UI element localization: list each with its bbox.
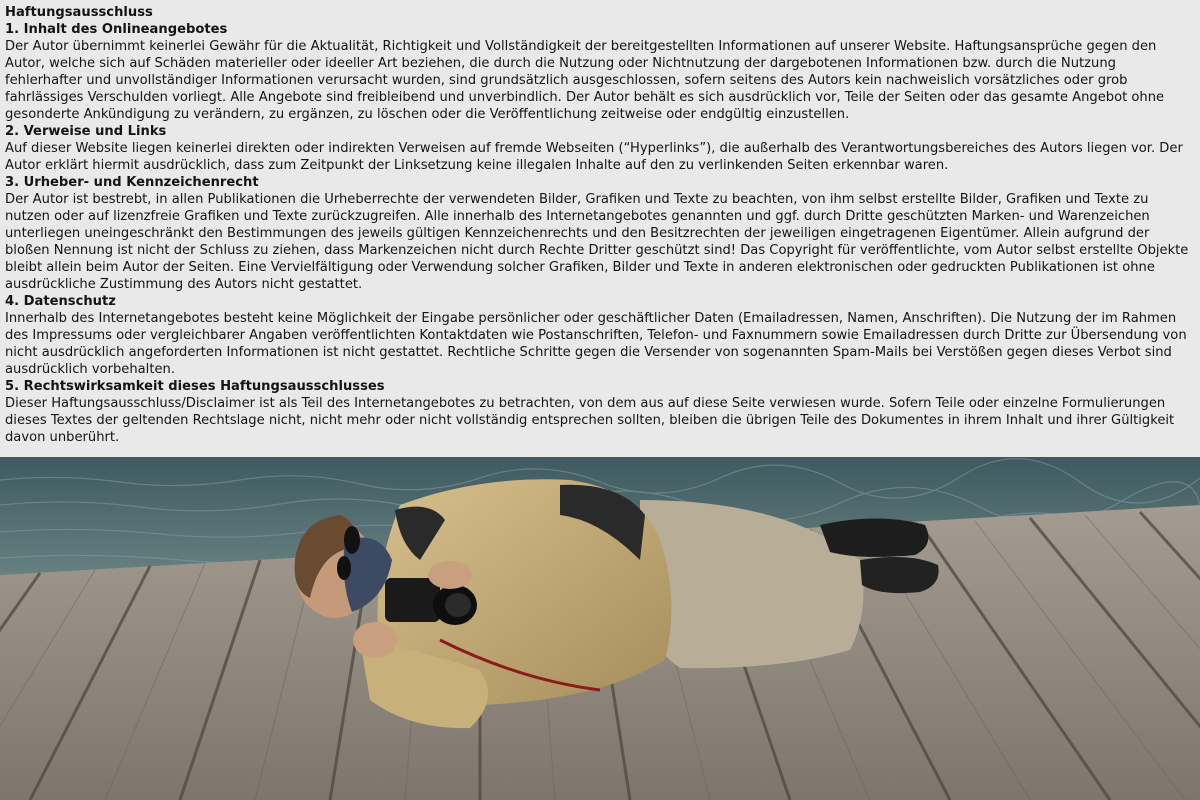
page-title: Haftungsausschluss — [5, 5, 153, 20]
section-links — [5, 123, 1194, 174]
section-heading: 2. Verweise und Links — [5, 124, 167, 139]
section-heading: 1. Inhalt des Onlineangebotes — [5, 22, 228, 37]
section-heading: 3. Urheber- und Kennzeichenrecht — [5, 175, 259, 190]
section-content — [5, 21, 1194, 123]
section-heading: 4. Datenschutz — [5, 294, 116, 309]
section-body: Auf dieser Website liegen keinerlei direkten oder indirekten Verweisen auf fremde Webseiten (“Hyperlinks”), die außerhalb des Verantwortungsbereiches des Autors liegen vor. Der Autor erklärt hiermit ausdrücklich, dass zum Zeitpunkt der Linksetzung keine illegalen Inhalte auf den zu verlinkenden Seiten erkennbar waren. — [5, 141, 1183, 173]
section-privacy — [5, 293, 1194, 378]
section-copyright — [5, 174, 1194, 293]
section-validity — [5, 378, 1194, 446]
section-body: Dieser Haftungsausschluss/Disclaimer ist als Teil des Internetangebotes zu betrachten, von dem aus auf diese Seite verwiesen wurde. Sofern Teile oder einzelne Formulierungen dieses Textes der geltenden Rechtslage nicht, nicht mehr oder nicht vollständig entsprechen sollten, bleiben die übrigen Teile des Dokumentes in ihrem Inhalt und ihrer Gültigkeit davon unberührt. — [5, 396, 1175, 445]
section-body: Der Autor übernimmt keinerlei Gewähr für die Aktualität, Richtigkeit und Vollständigkeit der bereitgestellten Informationen auf unserer Website. Haftungsansprüche gegen den Autor, welche sich auf Schäden materieller oder ideeller Art beziehen, die durch die Nutzung oder Nichtnutzung der dargebotenen Informationen bzw. durch die Nutzung fehlerhafter und unvollständiger Informationen verursacht wurden, sind grundsätzlich ausgeschlossen, sofern seitens des Autors kein nachweislich vorsätzliches oder grob fahrlässiges Verschulden vorliegt. Alle Angebote sind freibleibend und unverbindlich. Der Autor behält es sich ausdrücklich vor, Teile der Seiten oder das gesamte Angebot ohne gesonderte Ankündigung zu verändern, zu ergänzen, zu löschen oder die Veröffentlichung zeitweise oder endgültig einzustellen. — [5, 39, 1165, 122]
section-body: Der Autor ist bestrebt, in allen Publikationen die Urheberrechte der verwendeten Bilder, Grafiken und Texte zu beachten, von ihm selbst erstellte Bilder, Grafiken und Texte zu nutzen oder auf lizenzfreie Grafiken und Texte zurückzugreifen. Alle innerhalb des Internetangebotes genannten und ggf. durch Dritte geschützten Marken- und Warenzeichen unterliegen uneingeschränkt den Bestimmungen des jeweils gültigen Kennzeichenrechts und den Besitzrechten der jeweiligen eingetragenen Eigentümer. Allein aufgrund der bloßen Nennung ist nicht der Schluss zu ziehen, dass Markenzeichen nicht durch Rechte Dritter geschützt sind! Das Copyright für veröffentlichte, vom Autor selbst erstellte Objekte bleibt allein beim Autor der Seiten. Eine Vervielfältigung oder Verwendung solcher Grafiken, Bilder und Texte in anderen elektronischen oder gedruckten Publikationen ist ohne ausdrückliche Zustimmung des Autors nicht gestattet. — [5, 192, 1189, 292]
section-heading: 5. Rechtswirksamkeit dieses Haftungsausschlusses — [5, 379, 385, 394]
section-body: Innerhalb des Internetangebotes besteht keine Möglichkeit der Eingabe persönlicher oder geschäftlicher Daten (Emailadressen, Namen, Anschriften). Die Nutzung der im Rahmen des Impressums oder vergleichbarer Angaben veröffentlichten Kontaktdaten wie Postanschriften, Telefon- und Faxnummern sowie Emailadressen durch Dritte zur Übersendung von nicht ausdrücklich angeforderten Informationen ist nicht gestattet. Rechtliche Schritte gegen die Versender von sogenannten Spam-Mails bei Verstößen gegen dieses Verbot sind ausdrücklich vorbehalten. — [5, 311, 1187, 377]
